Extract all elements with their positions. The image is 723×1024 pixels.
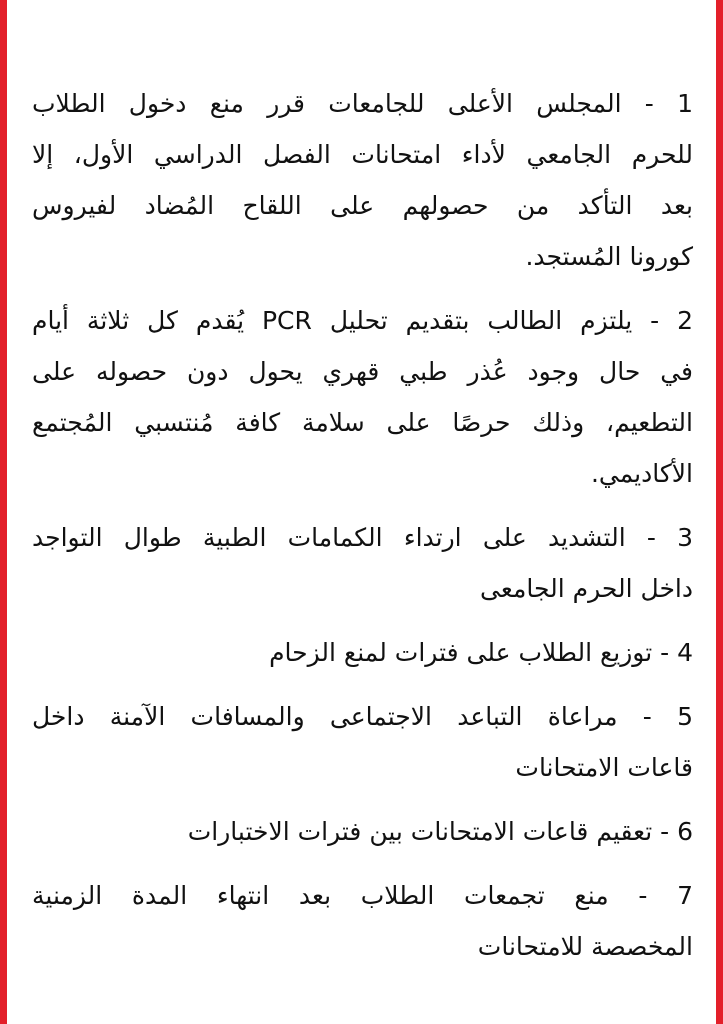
paragraph-2 <box>32 295 693 499</box>
paragraph-line: 1 - المجلس الأعلى للجامعات قرر منع دخول الطلاب <box>32 89 693 118</box>
paragraph-line: للحرم الجامعي لأداء امتحانات الفصل الدراسي الأول، إلا <box>32 140 693 169</box>
paragraph-line: 7 - منع تجمعات الطلاب بعد انتهاء المدة الزمنية <box>32 881 693 910</box>
paragraph-line: قاعات الامتحانات <box>515 753 693 782</box>
left-red-border <box>0 0 7 1024</box>
paragraph-line: بعد التأكد من حصولهم على اللقاح المُضاد لفيروس <box>32 191 693 220</box>
paragraph-line: 2 - يلتزم الطالب بتقديم تحليل PCR يُقدم كل ثلاثة أيام <box>32 306 693 335</box>
paragraph-4 <box>32 627 693 678</box>
paragraph-line: 3 - التشديد على ارتداء الكمامات الطبية طوال التواجد <box>32 523 693 552</box>
right-red-border <box>716 0 723 1024</box>
paragraph-line: التطعيم، وذلك حرصًا على سلامة كافة مُنتسبي المُجتمع <box>32 408 693 437</box>
document-body <box>32 78 693 985</box>
paragraph-line: 4 - توزيع الطلاب على فترات لمنع الزحام <box>269 638 693 667</box>
paragraph-7 <box>32 870 693 972</box>
paragraph-line: كورونا المُستجد. <box>525 242 693 271</box>
paragraph-6 <box>32 806 693 857</box>
paragraph-line: 5 - مراعاة التباعد الاجتماعى والمسافات الآمنة داخل <box>32 702 693 731</box>
paragraph-5 <box>32 691 693 793</box>
paragraph-line: 6 - تعقيم قاعات الامتحانات بين فترات الاختبارات <box>187 817 693 846</box>
paragraph-line: المخصصة للامتحانات <box>477 932 693 961</box>
paragraph-line: داخل الحرم الجامعى <box>480 574 693 603</box>
paragraph-1 <box>32 78 693 282</box>
paragraph-line: في حال وجود عُذر طبي قهري يحول دون حصوله على <box>32 357 693 386</box>
paragraph-3 <box>32 512 693 614</box>
paragraph-line: الأكاديمي. <box>590 459 693 488</box>
